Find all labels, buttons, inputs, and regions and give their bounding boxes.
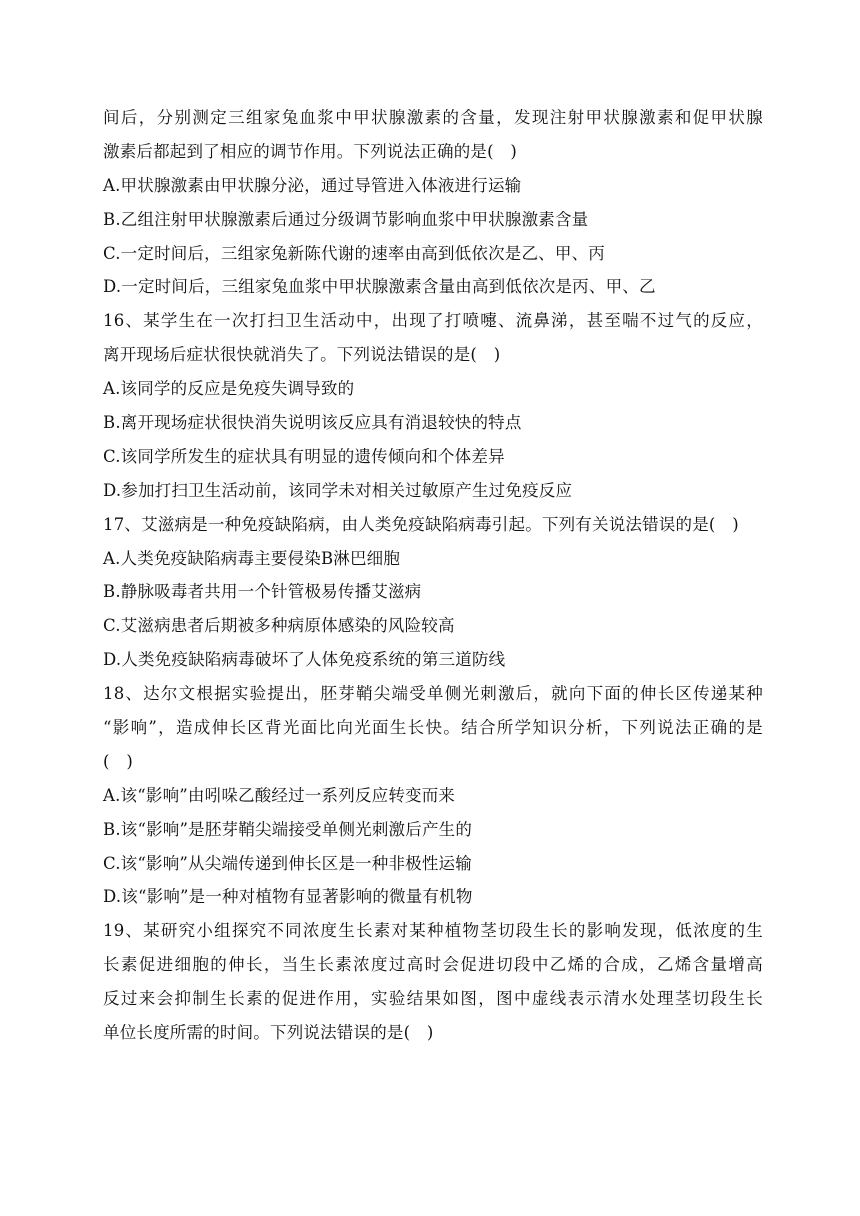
document-body [103, 101, 763, 1050]
text-line: A.该同学的反应是免疫失调导致的 [103, 379, 355, 399]
text-line: ( ) [103, 751, 133, 771]
text-line: B.乙组注射甲状腺激素后通过分级调节影响血浆中甲状腺激素含量 [103, 209, 589, 229]
text-line: 17、艾滋病是一种免疫缺陷病，由人类免疫缺陷病毒引起。下列有关说法错误的是( ) [103, 514, 739, 534]
text-line: 反过来会抑制生长素的促进作用，实验结果如图，图中虚线表示清水处理茎切段生长 [103, 989, 763, 1009]
text-line: C.一定时间后，三组家兔新陈代谢的速率由高到低依次是乙、甲、丙 [103, 243, 605, 263]
text-line: “影响”，造成伸长区背光面比向光面生长快。结合所学知识分析，下列说法正确的是 [103, 718, 763, 738]
text-line: 间后，分别测定三组家兔血浆中甲状腺激素的含量，发现注射甲状腺激素和促甲状腺 [103, 108, 763, 127]
text-line: A.人类免疫缺陷病毒主要侵染B淋巴细胞 [103, 548, 401, 568]
text-line: C.该“影响”从尖端传递到伸长区是一种非极性运输 [103, 853, 472, 873]
text-line: B.离开现场症状很快消失说明该反应具有消退较快的特点 [103, 413, 522, 433]
text-line: 19、某研究小组探究不同浓度生长素对某种植物茎切段生长的影响发现，低浓度的生 [103, 921, 763, 941]
text-line: A.甲状腺激素由甲状腺分泌，通过导管进入体液进行运输 [103, 175, 522, 195]
text-line: D.一定时间后，三组家兔血浆中甲状腺激素含量由高到低依次是丙、甲、乙 [103, 277, 656, 297]
text-line: 16、某学生在一次打扫卫生活动中，出现了打喷嚏、流鼻涕，甚至喘不过气的反应， [103, 311, 763, 331]
text-line: B.静脉吸毒者共用一个针管极易传播艾滋病 [103, 582, 422, 602]
text-line: 单位长度所需的时间。下列说法错误的是( ) [103, 1023, 434, 1043]
text-line: D.参加打扫卫生活动前，该同学未对相关过敏原产生过免疫反应 [103, 480, 573, 500]
text-line: C.该同学所发生的症状具有明显的遗传倾向和个体差异 [103, 446, 505, 466]
text-line: 长素促进细胞的伸长，当生长素浓度过高时会促进切段中乙烯的合成，乙烯含量增高 [103, 955, 763, 975]
text-line: 离开现场后症状很快就消失了。下列说法错误的是( ) [103, 345, 501, 365]
text-line: D.人类免疫缺陷病毒破坏了人体免疫系统的第三道防线 [103, 650, 506, 670]
text-line: 激素后都起到了相应的调节作用。下列说法正确的是( ) [103, 141, 518, 161]
text-line: A.该“影响”由吲哚乙酸经过一系列反应转变而来 [103, 785, 456, 805]
text-line: D.该“影响”是一种对植物有显著影响的微量有机物 [103, 887, 473, 907]
text-line: 18、达尔文根据实验提出，胚芽鞘尖端受单侧光刺激后，就向下面的伸长区传递某种 [103, 684, 763, 704]
text-line: B.该“影响”是胚芽鞘尖端接受单侧光刺激后产生的 [103, 819, 473, 839]
text-line: C.艾滋病患者后期被多种病原体感染的风险较高 [103, 616, 455, 636]
